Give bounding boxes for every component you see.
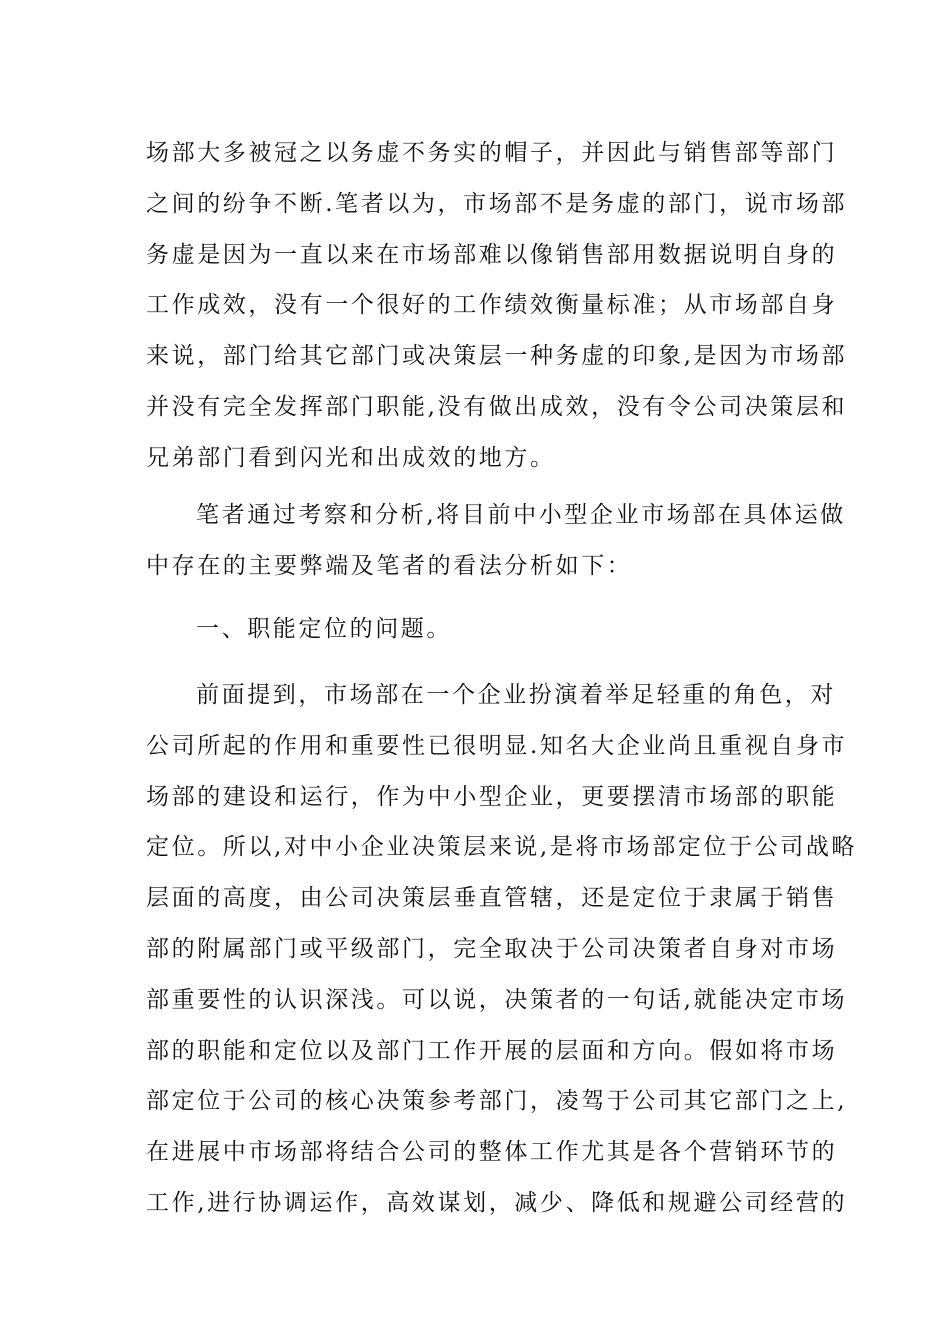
paragraph-line: 部的附属部门或平级部门，完全取决于公司决策者自身对市场 <box>146 935 838 962</box>
paragraph-line: 场部的建设和运行，作为中小型企业，更要摆清市场部的职能 <box>146 783 838 810</box>
paragraph-line: 场部大多被冠之以务虚不务实的帽子，并因此与销售部等部门 <box>146 140 838 166</box>
paragraph-line: 笔者通过考察和分析,将目前中小型企业市场部在具体运做 <box>196 502 846 528</box>
section-heading-text: 一、职能定位的问题。 <box>196 616 452 642</box>
paragraph-line: 公司所起的作用和重要性已很明显.知名大企业尚且重视自身市 <box>146 732 848 759</box>
paragraph-line: 之间的纷争不断.笔者以为，市场部不是务虚的部门，说市场部 <box>146 190 848 217</box>
paragraph-line: 并没有完全发挥部门职能,没有做出成效，没有令公司决策层和 <box>146 393 848 420</box>
section-heading <box>146 604 806 655</box>
paragraph-line: 在进展中市场部将结合公司的整体工作尤其是各个营销环节的 <box>146 1139 838 1166</box>
paragraph-line: 来说，部门给其它部门或决策层一种务虚的印象,是因为市场部 <box>146 343 848 370</box>
paragraph-line: 中存在的主要弊端及笔者的看法分析如下： <box>146 552 633 579</box>
paragraph-line: 前面提到，市场部在一个企业扮演着举足轻重的角色，对 <box>196 682 836 708</box>
paragraph-line: 工作成效，没有一个很好的工作绩效衡量标准；从市场部自身 <box>146 292 838 319</box>
paragraph-line: 兄弟部门看到闪光和出成效的地方。 <box>146 444 556 471</box>
paragraph-2 <box>146 490 846 592</box>
paragraph-3 <box>146 670 858 1229</box>
paragraph-line: 部的职能和定位以及部门工作开展的层面和方向。假如将市场 <box>146 1037 838 1064</box>
paragraph-line: 部定位于公司的核心决策参考部门，凌驾于公司其它部门之上, <box>146 1088 848 1115</box>
paragraph-line: 层面的高度，由公司决策层垂直管辖，还是定位于隶属于销售 <box>146 885 838 912</box>
paragraph-1 <box>146 128 848 484</box>
paragraph-line: 定位。所以,对中小企业决策层来说,是将市场部定位于公司战略 <box>146 834 858 861</box>
paragraph-line: 务虚是因为一直以来在市场部难以像销售部用数据说明自身的 <box>146 241 838 268</box>
paragraph-line: 部重要性的认识深浅。可以说，决策者的一句话,就能决定市场 <box>146 986 848 1013</box>
paragraph-line: 工作,进行协调运作，高效谋划，减少、降低和规避公司经营的 <box>146 1189 848 1216</box>
